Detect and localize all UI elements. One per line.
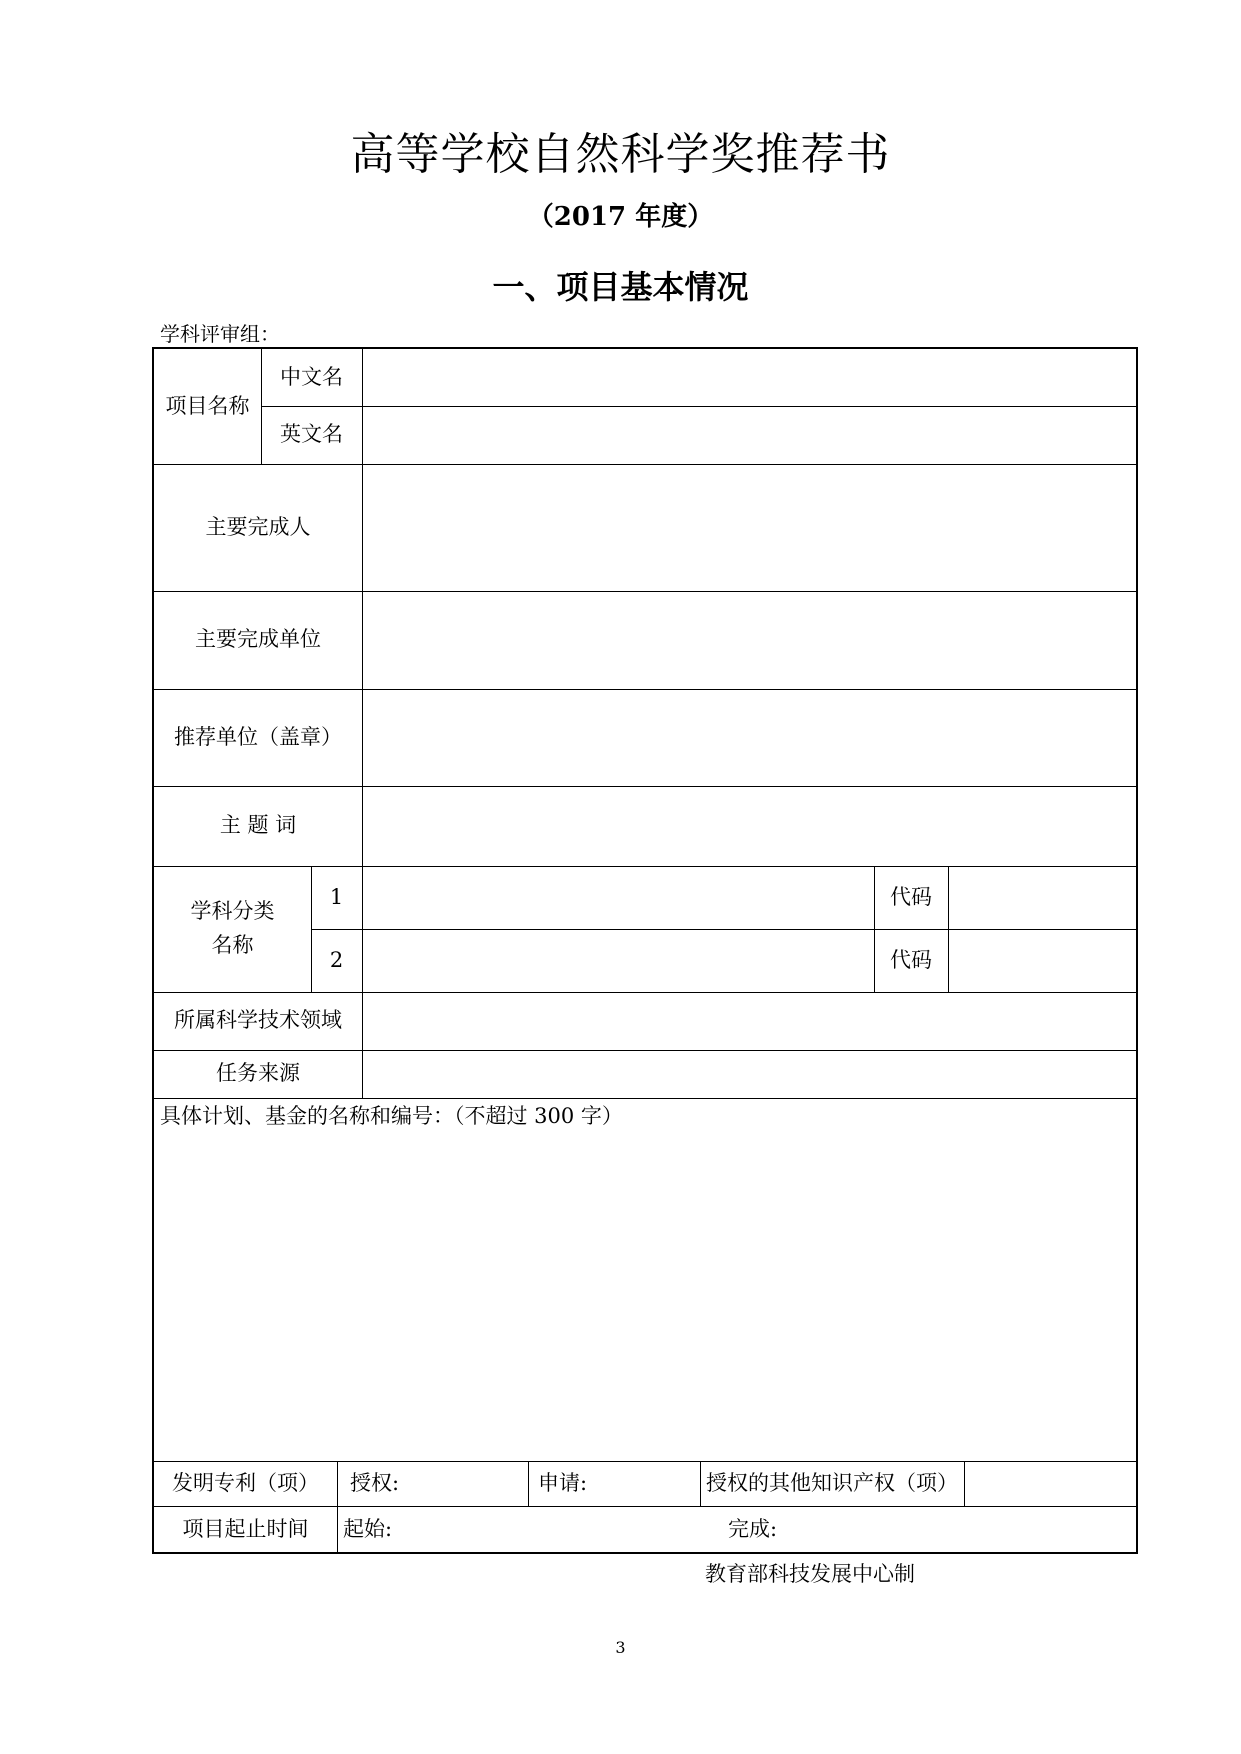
discipline-index-2: 2 <box>329 947 344 972</box>
main-completers-label: 主要完成人 <box>205 514 311 539</box>
field-of-science-field[interactable] <box>363 993 1137 1049</box>
plan-fund-label: 具体计划、基金的名称和编号：（不超过 300 字） <box>160 1104 623 1129</box>
rule <box>337 1461 338 1554</box>
project-name-label: 项目名称 <box>165 393 250 418</box>
discipline-label-line2: 名称 <box>211 933 254 957</box>
main-completers-field[interactable] <box>363 465 1137 590</box>
discipline-index-1: 1 <box>329 884 344 909</box>
recommending-unit-field[interactable] <box>363 690 1137 785</box>
document-title: 高等学校自然科学奖推荐书 <box>350 129 891 180</box>
rule <box>154 1098 1138 1099</box>
rule <box>528 1461 529 1506</box>
page-number: 3 <box>615 1638 626 1657</box>
document-year: （2017 年度） <box>527 202 714 232</box>
other-ip-field[interactable] <box>965 1462 1137 1505</box>
task-source-label: 任务来源 <box>216 1061 300 1086</box>
footer-organization: 教育部科技发展中心制 <box>705 1562 915 1586</box>
main-units-field[interactable] <box>363 592 1137 688</box>
english-name-field[interactable] <box>363 407 1137 463</box>
recommending-unit-label: 推荐单位（盖章） <box>174 724 342 749</box>
task-source-field[interactable] <box>363 1051 1137 1097</box>
discipline-label <box>154 866 311 992</box>
english-name-label: 英文名 <box>280 422 343 447</box>
code-label-2: 代码 <box>890 947 932 972</box>
plan-fund-field[interactable] <box>155 1135 1137 1460</box>
chinese-name-field[interactable] <box>363 350 1137 405</box>
keywords-field[interactable] <box>363 787 1137 865</box>
granted-label: 授权: <box>350 1470 400 1495</box>
review-group-label: 学科评审组： <box>160 322 280 346</box>
chinese-name-label: 中文名 <box>280 364 343 389</box>
section-heading: 一、项目基本情况 <box>492 268 749 306</box>
discipline-name-field-2[interactable] <box>363 930 873 991</box>
code-field-1[interactable] <box>949 867 1137 928</box>
discipline-name-field-1[interactable] <box>363 867 873 928</box>
end-label: 完成: <box>728 1517 778 1542</box>
keywords-label: 主 题 词 <box>219 813 297 838</box>
other-ip-label: 授权的其他知识产权（项） <box>706 1470 958 1495</box>
period-label: 项目起止时间 <box>182 1517 309 1542</box>
code-field-2[interactable] <box>949 930 1137 991</box>
form-table <box>152 347 1138 1554</box>
main-units-label: 主要完成单位 <box>195 627 321 652</box>
discipline-label-line1: 学科分类 <box>190 899 275 924</box>
start-label: 起始: <box>343 1517 393 1542</box>
applied-label: 申请: <box>538 1470 588 1495</box>
code-label-1: 代码 <box>890 884 932 909</box>
patent-label: 发明专利（项） <box>172 1470 319 1495</box>
field-label: 所属科学技术领域 <box>174 1008 342 1033</box>
